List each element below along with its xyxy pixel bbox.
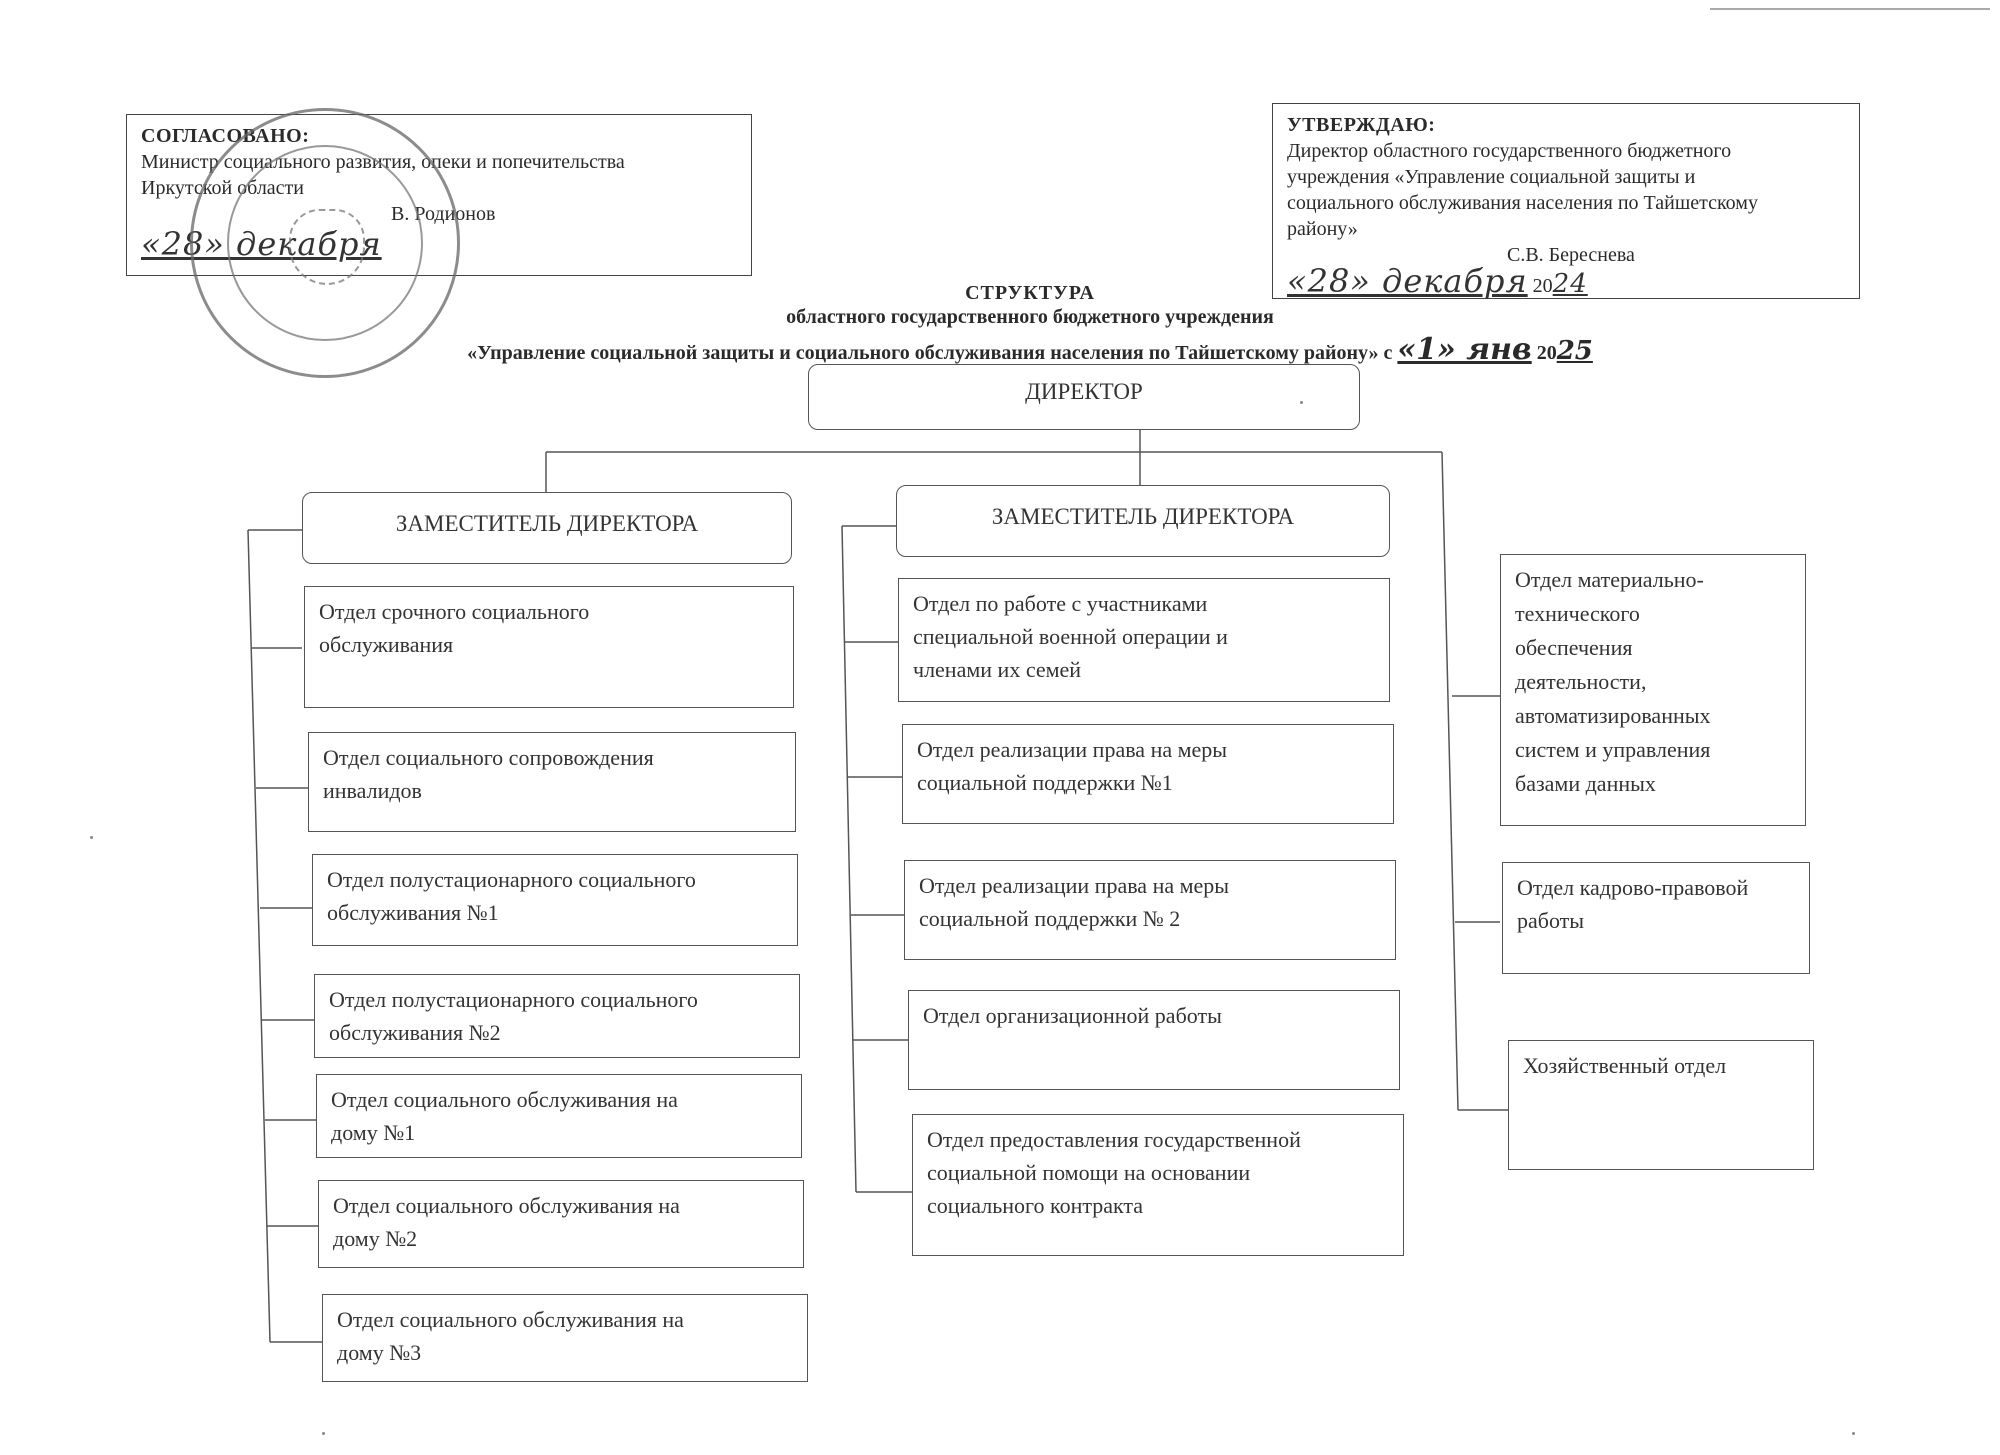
center-department-1-label: Отдел по работе с участниками специальной военной операции и членами их семей (913, 591, 1228, 682)
center-department-2-label: Отдел реализации права на меры социальной поддержки №1 (917, 737, 1228, 795)
right-department-1 (1500, 554, 1806, 826)
center-department-3 (904, 860, 1396, 960)
left-department-5 (316, 1074, 802, 1158)
right-department-1-label: Отдел материально- технического обеспечения деятельности, автоматизированных систем и управления базами данных (1515, 567, 1711, 796)
director-box (808, 364, 1360, 430)
center-department-5 (912, 1114, 1404, 1256)
left-department-1-label: Отдел срочного социального обслуживания (319, 599, 590, 657)
left-department-7-label: Отдел социального обслуживания на дому №3 (337, 1307, 684, 1365)
approval-heading: УТВЕРЖДАЮ: (1287, 114, 1436, 136)
right-department-3-label: Хозяйственный отдел (1523, 1053, 1727, 1078)
right-department-2 (1502, 862, 1810, 974)
approval-block (1272, 103, 1860, 299)
right-department-2-label: Отдел кадрово-правовой работы (1517, 875, 1749, 933)
left-bus-line (248, 530, 270, 1342)
left-department-6-label: Отдел социального обслуживания на дому №2 (333, 1193, 680, 1251)
left-department-1 (304, 586, 794, 708)
agreement-signer: В. Родионов (391, 203, 496, 225)
scan-speck (1300, 401, 1303, 404)
approval-line-3: социального обслуживания населения по Тайшетскому (1287, 192, 1758, 214)
agreement-heading: СОГЛАСОВАНО: (141, 125, 310, 147)
left-department-4 (314, 974, 800, 1058)
approval-line-2: учреждения «Управление социальной защиты и (1287, 166, 1696, 188)
structure-year-prefix: 20 (1536, 342, 1557, 364)
center-department-3-label: Отдел реализации права на меры социальной поддержки № 2 (919, 873, 1230, 931)
right-bus-line (1442, 452, 1458, 1110)
left-department-3-label: Отдел полустационарного социального обслуживания №1 (327, 867, 696, 925)
deputy-center-label: ЗАМЕСТИТЕЛЬ ДИРЕКТОРА (991, 504, 1295, 529)
center-department-5-label: Отдел предоставления государственной социальной помощи на основании социального контракта (927, 1127, 1301, 1218)
structure-date: «1» янв (1397, 332, 1532, 367)
right-department-3 (1508, 1040, 1814, 1170)
deputy-left-box (302, 492, 792, 564)
structure-subtitle-2 (330, 332, 1730, 367)
agreement-position: Министр социального развития, опеки и попечительства (141, 151, 625, 173)
approval-signer: С.В. Береснева (1507, 244, 1635, 266)
left-department-2 (308, 732, 796, 832)
left-department-4-label: Отдел полустационарного социального обслуживания №2 (329, 987, 698, 1045)
structure-year-suffix: 25 (1556, 336, 1593, 366)
center-department-1 (898, 578, 1390, 702)
left-department-6 (318, 1180, 804, 1268)
deputy-center-box (896, 485, 1390, 557)
scan-speck (1852, 1432, 1855, 1435)
approval-line-1: Директор областного государственного бюджетного (1287, 140, 1732, 162)
agreement-date: «28» декабря (141, 225, 382, 263)
structure-subtitle-1: областного государственного бюджетного учреждения (786, 306, 1274, 328)
director-label: ДИРЕКТОР (1025, 379, 1143, 404)
left-department-5-label: Отдел социального обслуживания на дому №1 (331, 1087, 678, 1145)
left-department-3 (312, 854, 798, 946)
structure-title: СТРУКТУРА (965, 282, 1095, 304)
center-bus-line (842, 526, 856, 1192)
scan-speck (322, 1432, 325, 1435)
center-department-2 (902, 724, 1394, 824)
center-department-4 (908, 990, 1400, 1090)
left-department-7 (322, 1294, 808, 1382)
structure-subtitle-2-text: «Управление социальной защиты и социального обслуживания населения по Тайшетскому району» (467, 342, 1379, 364)
seal-emblem-icon (289, 209, 365, 285)
left-department-2-label: Отдел социального сопровождения инвалидов (323, 745, 654, 803)
scan-speck (90, 836, 93, 839)
approval-date: «28» декабря (1287, 262, 1528, 300)
approval-year-suffix: 24 (1552, 269, 1588, 299)
approval-line-4: району» (1287, 218, 1358, 240)
agreement-region: Иркутской области (141, 177, 304, 199)
scan-artifact-line (1710, 8, 1990, 10)
approval-year-prefix: 20 (1532, 275, 1553, 297)
structure-date-prefix: с (1383, 342, 1393, 364)
center-department-4-label: Отдел организационной работы (923, 1003, 1222, 1028)
deputy-left-label: ЗАМЕСТИТЕЛЬ ДИРЕКТОРА (395, 511, 699, 536)
